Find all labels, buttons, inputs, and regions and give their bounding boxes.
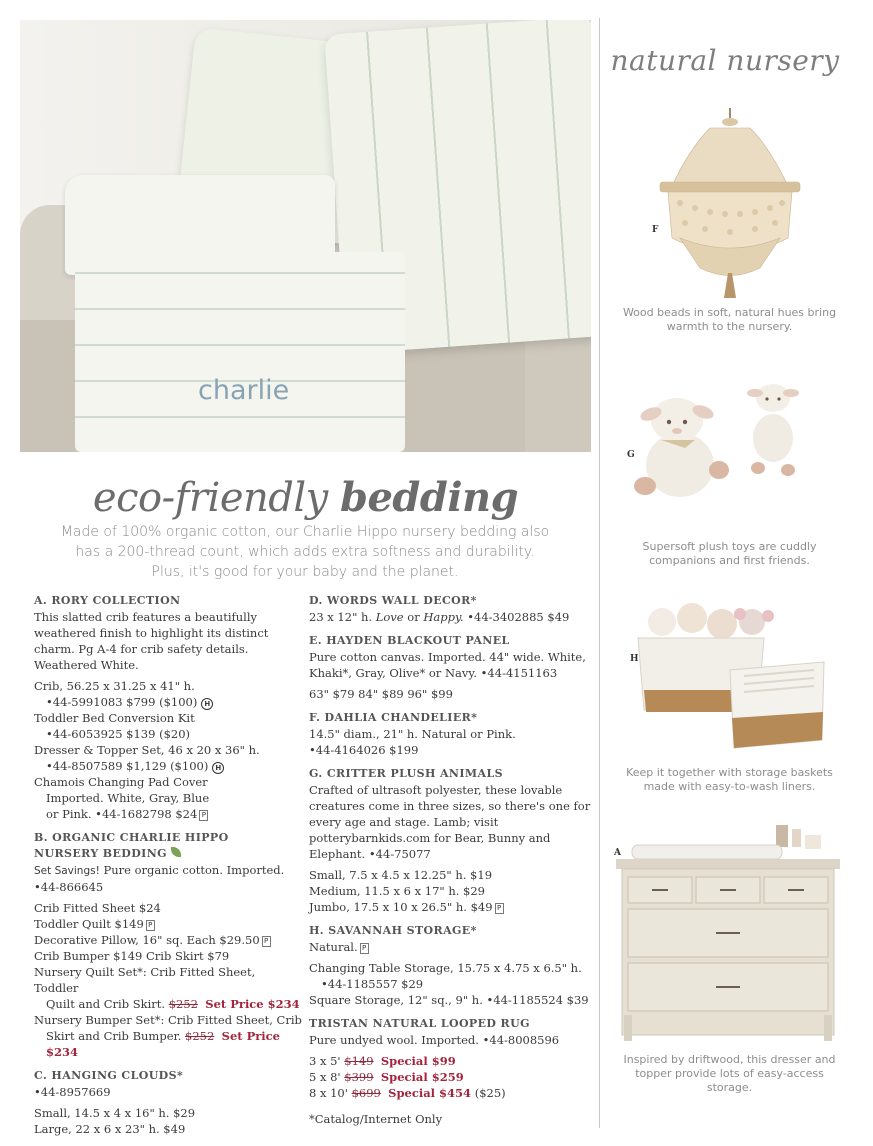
quilt-monogram: charlie xyxy=(198,375,290,406)
p-badge-icon: P xyxy=(146,920,155,931)
product-column-left: A. RORY COLLECTION This slatted crib features a beautifully weathered finish to highlight its distinct charm. Pg A-4 for crib safety details. Weathered White. Crib, 56.25 x 31.25 x 41" h. •44-5991083 $799 ($100) H Toddler Bed Conversion Kit •44-6053925 $139 ($20) Dresser & Topper Set, 46 x 20 x 36" h. •44-8507589 $1,129 ($100) H Chamois Changing Pad Cover Imported. White, Gray, Blue or Pink. •44-1682798 $24 P B. ORGANIC CHARLIE HIPPO NURSERY BEDDING Set Savings! Pure organic cotton. Imported. •44-866645 Crib Fitted Sheet $24 Toddler Quilt $149 P Decorative Pillow, 16" sq. Each $29.50 P Crib Bumper $149 Crib Skirt $79 Nursery Quilt Set*: Crib Fitted Sheet, Toddler Quilt and Crib Skirt. $252 Set Price $234 Nursery Bumper Set*: Crib Fitted Sheet, Crib Skirt and Crib Bumper. $252 Set Price $234 C. HANGING CLOUDS* •44-8957669 Small, 14.5 x 4 x 16" h. $29 Large, 22 x 6 x 23" h. $49 xyxy=(34,594,302,1136)
leaf-icon xyxy=(171,847,181,857)
intro-text: Made of 100% organic cotton, our Charlie Hippo nursery bedding also has a 200-thread count, which adds extra softness and durability. Plus, it's good for your baby and the planet. xyxy=(60,524,550,580)
p-badge-icon: P xyxy=(262,936,271,947)
item-letter-a: A xyxy=(614,848,621,858)
section-heading: D. WORDS WALL DECOR* xyxy=(309,594,477,607)
product-column-middle: D. WORDS WALL DECOR* 23 x 12" h. Love or Happy. •44-3402885 $49 E. HAYDEN BLACKOUT PANEL Pure cotton canvas. Imported. 44" wide. White, Khaki*, Gray, Olive* or Navy. •44-4151163 63" $79 84" $89 96" $99 F. DAHLIA CHANDELIER* 14.5" diam., 21" h. Natural or Pink. •44-4164026 $199 G. CRITTER PLUSH ANIMALS Crafted of ultrasoft polyester, these lovable creatures come in three sizes, so there's one for every age and stage. Lamb; visit potterybarnkids.com for Bear, Bunny and Elephant. •44-75077 Small, 7.5 x 4.5 x 12.25" h. $19 Medium, 11.5 x 6 x 17" h. $29 Jumbo, 17.5 x 10 x 26.5" h. $49 P H. SAVANNAH STORAGE* Natural. P Changing Table Storage, 15.75 x 4.75 x 6.5" h. •44-1185557 $29 Square Storage, 12" sq., 9" h. •44-1185524 $39 TRISTAN NATURAL LOOPED RUG Pure undyed wool. Imported. •44-8008596 3 x 5' $149 Special $99 5 x 8' $399 Special $259 8 x 10' $699 Special $454 ($25) *Catalog/Internet Only xyxy=(309,594,591,1126)
storage-baskets-image xyxy=(634,600,829,750)
section-heading: B. ORGANIC CHARLIE HIPPO xyxy=(34,831,229,844)
hero-photo xyxy=(20,20,591,452)
section-heading: F. DAHLIA CHANDELIER* xyxy=(309,711,478,724)
section-heading: C. HANGING CLOUDS* xyxy=(34,1069,184,1082)
toddler-quilt xyxy=(75,252,405,452)
caption-h: Keep it together with storage baskets made with easy-to-wash liners. xyxy=(626,766,833,793)
chandelier-image xyxy=(650,108,810,298)
p-badge-icon: P xyxy=(199,810,208,821)
caption-f: Wood beads in soft, natural hues bring warmth to the nursery. xyxy=(622,306,837,333)
section-heading: H. SAVANNAH STORAGE* xyxy=(309,924,477,937)
lamb-plush-large-image xyxy=(625,390,735,500)
section-heading: A. RORY COLLECTION xyxy=(34,594,181,607)
dresser-image xyxy=(610,825,845,1045)
item-letter-f: F xyxy=(652,225,659,235)
hp-icon: H xyxy=(212,762,224,774)
section-heading: TRISTAN NATURAL LOOPED RUG xyxy=(309,1017,530,1030)
headline: eco-friendly bedding xyxy=(92,474,519,521)
section-heading: G. CRITTER PLUSH ANIMALS xyxy=(309,767,503,780)
column-divider xyxy=(599,18,600,1128)
footnote: *Catalog/Internet Only xyxy=(309,1112,443,1126)
lamb-plush-small-image xyxy=(738,378,808,478)
product-description: This slatted crib features a beautifully weathered finish to highlight its distinct charm. Pg A-4 for crib safety details. Weathered White. xyxy=(34,610,269,672)
caption-g: Supersoft plush toys are cuddly companions and first friends. xyxy=(642,540,817,567)
sidebar-title: natural nursery xyxy=(610,44,840,77)
item-letter-g: G xyxy=(627,450,635,460)
p-badge-icon: P xyxy=(495,903,504,914)
caption-a: Inspired by driftwood, this dresser and topper provide lots of easy-access storage. xyxy=(623,1053,836,1094)
section-heading: E. HAYDEN BLACKOUT PANEL xyxy=(309,634,510,647)
p-badge-icon: P xyxy=(360,943,369,954)
item-letter-h: H xyxy=(630,654,639,664)
hp-icon: H xyxy=(201,698,213,710)
